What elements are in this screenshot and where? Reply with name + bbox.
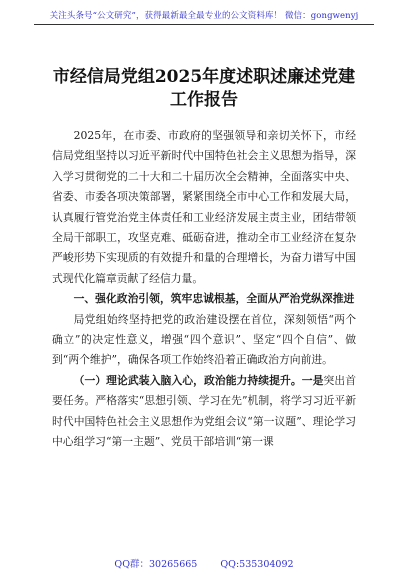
subsection-lead: 一是: [301, 373, 324, 387]
title-line-1: 市经信局党组2025年度述职述廉述党建: [52, 67, 356, 87]
subsection-text: 突出首要任务。严格落实“思想引领、学习在先”机制，将学习习近平新时代中国特色社会主义思想作为党组会议“第一议题”、理论学习中心组学习“第一主题”、党员干部培训“第一课: [52, 373, 357, 449]
subsection-heading-1: （一）理论武装入脑入心，政治能力持续提升。: [73, 373, 302, 387]
intro-paragraph: 2025年，在市委、市政府的坚强领导和亲切关怀下，市经信局党组坚持以习近平新时代中国特色社会主义思想为指导，深入学习贯彻党的二十大和二十届历次全会精神，全面落实中央、省委、市委各项决策部署，紧紧围绕全市中心工作和发展大局，认真履行管党治党主体责任和工业经济发展主责主业，团结带领全局干部职工，攻坚克难、砥砺奋进，推动全市工业经济在复杂严峻形势下实现质的有效提升和量的合理增长，为奋力谱写中国式现代化篇章贡献了经信力量。: [52, 129, 356, 285]
title-line-2: 工作报告: [170, 90, 238, 110]
subsection-paragraph-1: [52, 371, 356, 453]
page-title: [40, 66, 368, 112]
footer-qq-group: QQ群：30265665: [114, 559, 198, 570]
section-heading-1: 一、强化政治引领，筑牢忠诚根基，全面从严治党纵深推进: [73, 292, 355, 306]
header-divider: [34, 24, 374, 25]
footer: [0, 556, 408, 570]
header-note: 关注头条号“公文研究”，获得最新最全最专业的公文资料库！ 微信：gongwenyj: [49, 11, 359, 21]
section-1-paragraph: 局党组始终坚持把党的政治建设摆在首位，深刻领悟“两个确立”的决定性意义，增强“四个意识”、坚定“四个自信”、做到“两个维护”，确保各项工作始终沿着正确政治方向前进。: [52, 312, 356, 367]
document-body: [52, 126, 356, 453]
footer-qq-contact: QQ:535304092: [220, 559, 294, 570]
